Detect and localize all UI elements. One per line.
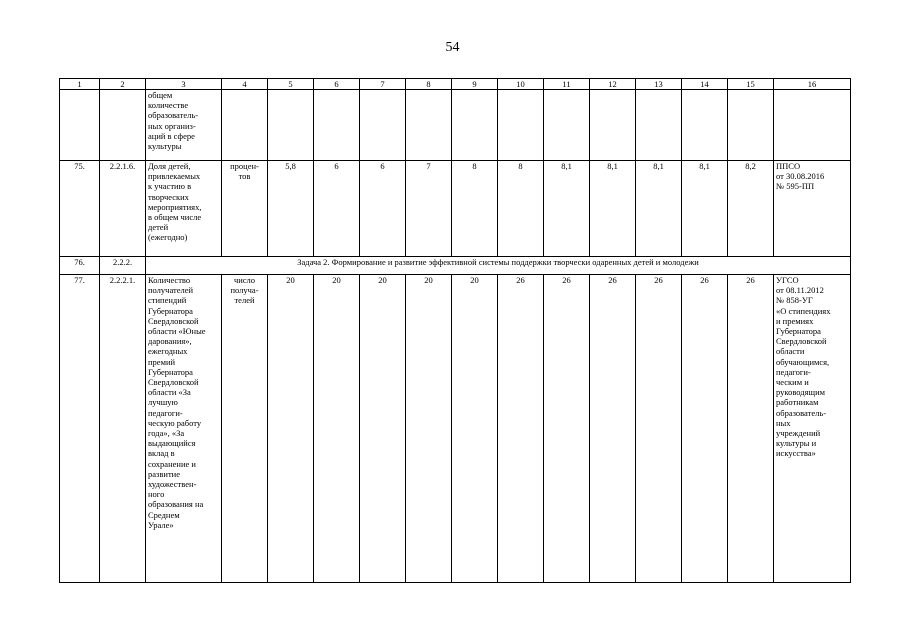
header-cell: 6 [314, 79, 360, 90]
value-cell: 7 [406, 161, 452, 257]
header-cell: 11 [544, 79, 590, 90]
value-cell: 20 [360, 275, 406, 583]
value-cell: 8 [452, 161, 498, 257]
value-cell: 6 [314, 161, 360, 257]
task-heading: Задача 2. Формирование и развитие эффективной системы поддержки творчески одаренных детей и молодежи [146, 257, 851, 275]
table-row-76 [60, 257, 851, 275]
header-cell: 8 [406, 79, 452, 90]
value-cell: 26 [636, 275, 682, 583]
value-cell: 8,1 [590, 161, 636, 257]
value-cell: 26 [728, 275, 774, 583]
table-row-77 [60, 275, 851, 583]
unit-cell: процен- тов [222, 161, 268, 257]
value-cell: 20 [314, 275, 360, 583]
indicator-name: Доля детей, привлекаемых к участию в творческих мероприятиях, в общем числе детей (ежегодно) [146, 161, 222, 257]
indicator-name: Количество получателей стипендий Губернатора Свердловской области «Юные дарования», ежегодных премий Губернатора Свердловской области «За лучшую педагоги- ческую работу года», «За выдающийся вклад в сохранение и развитие художествен- ного образования на Среднем Урале» [146, 275, 222, 583]
header-cell: 3 [146, 79, 222, 90]
value-cell: 5,8 [268, 161, 314, 257]
row-number: 77. [60, 275, 100, 583]
header-cell: 13 [636, 79, 682, 90]
header-cell: 2 [100, 79, 146, 90]
header-cell: 5 [268, 79, 314, 90]
row-number: 75. [60, 161, 100, 257]
value-cell: 8,1 [682, 161, 728, 257]
value-cell: 26 [590, 275, 636, 583]
value-cell: 8 [498, 161, 544, 257]
header-cell: 16 [774, 79, 851, 90]
value-cell: 6 [360, 161, 406, 257]
header-cell: 12 [590, 79, 636, 90]
value-cell: 26 [498, 275, 544, 583]
row-code: 2.2.1.6. [100, 161, 146, 257]
header-cell: 10 [498, 79, 544, 90]
row-number: 76. [60, 257, 100, 275]
header-cell: 9 [452, 79, 498, 90]
header-cell: 4 [222, 79, 268, 90]
value-cell: 8,1 [636, 161, 682, 257]
header-cell: 15 [728, 79, 774, 90]
table-row-75 [60, 161, 851, 257]
header-cell: 1 [60, 79, 100, 90]
source-cell: УГСО от 08.11.2012 № 858-УГ «О стипендиях и премиях Губернатора Свердловской области обучающимся, педагоги- ческим и руководящим работникам образователь- ных учреждений культуры и искусства» [774, 275, 851, 583]
value-cell: 20 [406, 275, 452, 583]
row-code: 2.2.2. [100, 257, 146, 275]
row-code: 2.2.2.1. [100, 275, 146, 583]
header-row [60, 79, 851, 90]
indicator-name: общем количестве образователь- ных организ- аций в сфере культуры [146, 90, 222, 161]
unit-cell: число получа- телей [222, 275, 268, 583]
header-cell: 7 [360, 79, 406, 90]
page-number: 54 [445, 40, 460, 55]
value-cell: 26 [544, 275, 590, 583]
value-cell: 20 [268, 275, 314, 583]
value-cell: 26 [682, 275, 728, 583]
table-row-continued [60, 90, 851, 161]
value-cell: 8,2 [728, 161, 774, 257]
source-cell: ППСО от 30.08.2016 № 595-ПП [774, 161, 851, 257]
header-cell: 14 [682, 79, 728, 90]
indicators-table [59, 78, 851, 583]
value-cell: 8,1 [544, 161, 590, 257]
value-cell: 20 [452, 275, 498, 583]
